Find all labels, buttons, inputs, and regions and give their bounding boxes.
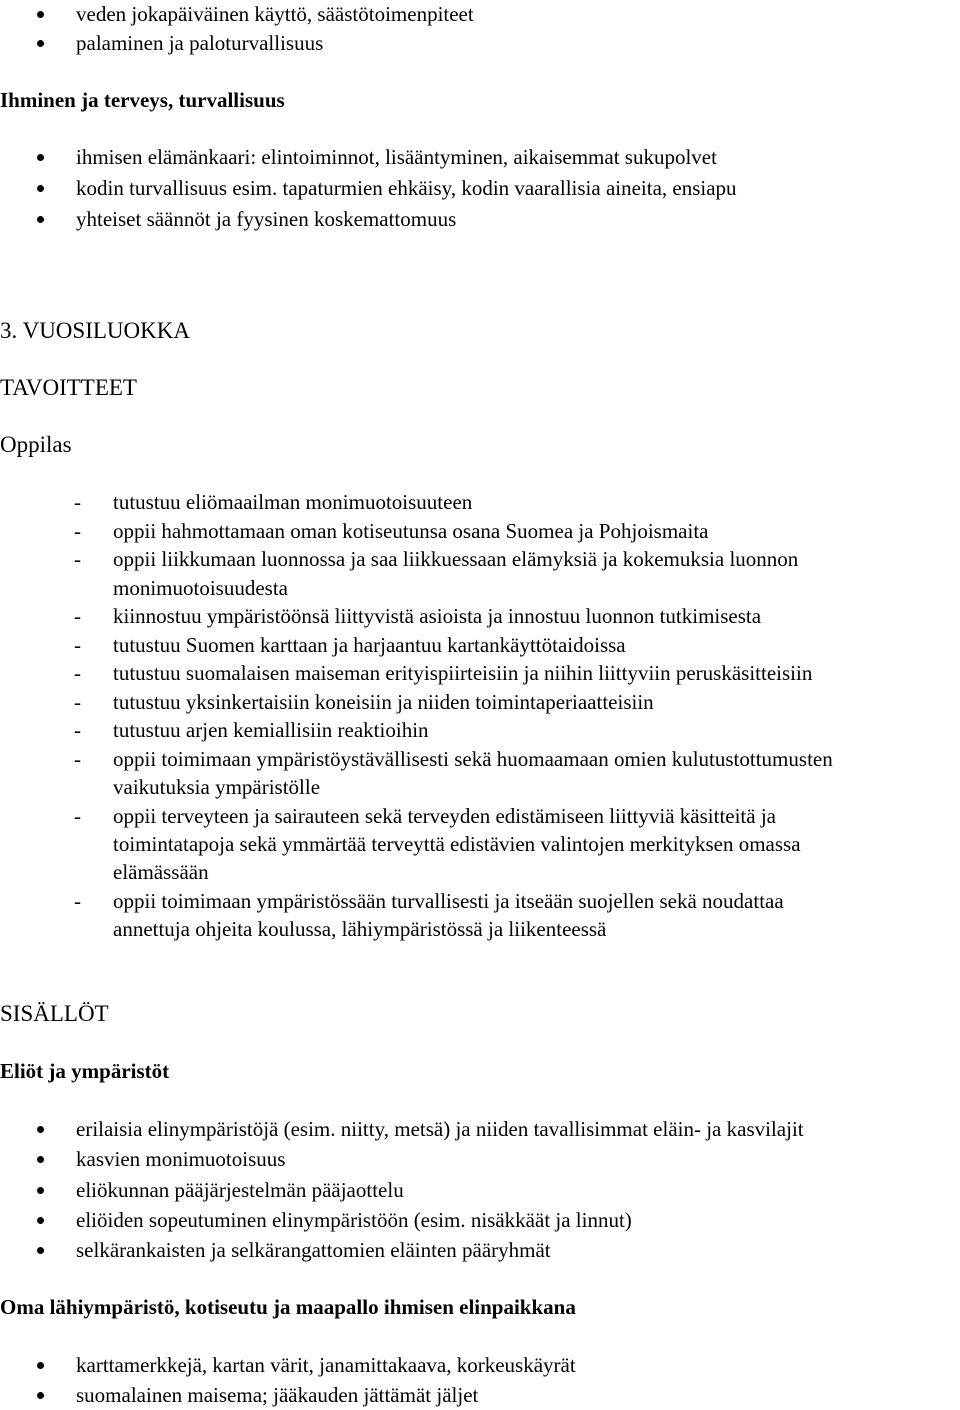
- dash-marker: -: [74, 747, 81, 771]
- dash-marker: -: [74, 718, 81, 742]
- grade-title: 3. VUOSILUOKKA: [0, 318, 190, 343]
- bullet-icon: [37, 1247, 44, 1254]
- bullet-icon: [37, 1362, 44, 1369]
- bullet-icon: [37, 1156, 44, 1163]
- dash-marker: -: [74, 690, 81, 714]
- bullet-icon: [37, 216, 44, 223]
- bullet-icon: [37, 40, 44, 47]
- section-heading-health: Ihminen ja terveys, turvallisuus: [0, 88, 285, 112]
- dash-marker: -: [74, 547, 81, 571]
- bullet-icon: [37, 1392, 44, 1399]
- dash-marker: -: [74, 889, 81, 913]
- bullet-icon: [37, 1217, 44, 1224]
- bullet-icon: [37, 1187, 44, 1194]
- dash-marker: -: [74, 490, 81, 514]
- goals-heading: TAVOITTEET: [0, 375, 137, 400]
- dash-marker: -: [74, 633, 81, 657]
- pupil-label: Oppilas: [0, 432, 72, 457]
- bullet-icon: [37, 11, 44, 18]
- dash-marker: -: [74, 804, 81, 828]
- dash-marker: -: [74, 661, 81, 685]
- bullet-icon: [37, 154, 44, 161]
- dash-marker: -: [74, 604, 81, 628]
- section-heading-organisms: Eliöt ja ympäristöt: [0, 1059, 170, 1083]
- bullet-icon: [37, 185, 44, 192]
- section-heading-home: Oma lähiympäristö, kotiseutu ja maapallo ihmisen elinpaikkana: [0, 1295, 576, 1319]
- contents-heading: SISÄLLÖT: [0, 1001, 109, 1026]
- dash-marker: -: [74, 519, 81, 543]
- bullet-icon: [37, 1126, 44, 1133]
